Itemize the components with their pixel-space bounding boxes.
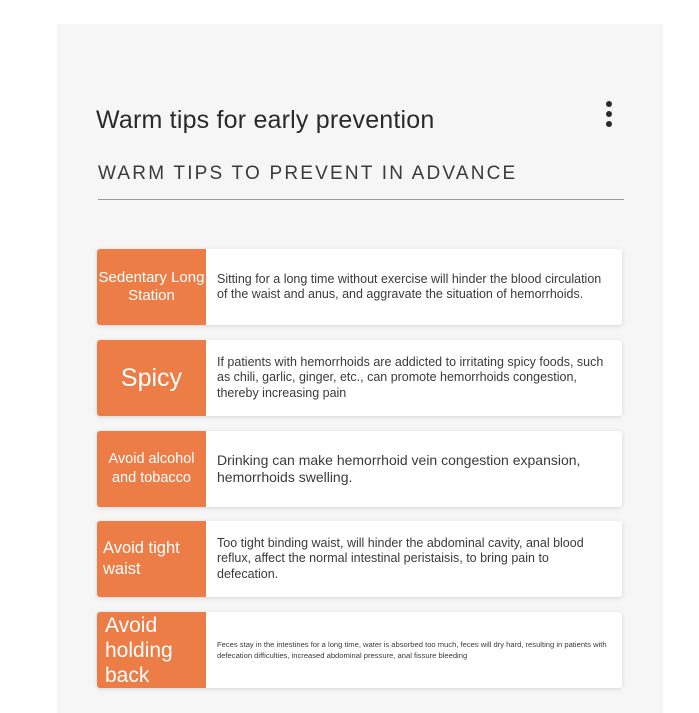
kebab-menu-icon[interactable] (601, 101, 617, 127)
tip-label (97, 431, 206, 507)
page-title: Warm tips for early prevention (96, 106, 435, 134)
tip-description-text: Feces stay in the intestines for a long time, water is absorbed too much, feces will dry hard, resulting in patients with defecation difficulties, increased abdominal pressure, anal fissure bleeding (217, 640, 607, 660)
header-divider (98, 199, 624, 200)
tip-label (97, 249, 206, 325)
tip-card-alcohol-tobacco (97, 431, 622, 507)
tip-description-text: Drinking can make hemorrhoid vein congestion expansion, hemorrhoids swelling. (217, 452, 581, 485)
tip-card-sedentary (97, 249, 622, 325)
menu-dot (606, 121, 612, 127)
tip-description-text: If patients with hemorrhoids are addicted to irritating spicy foods, such as chili, garlic, ginger, etc., can promote hemorrhoids congestion, thereby increasing pain (217, 354, 604, 400)
menu-dot (606, 101, 612, 107)
tip-label-text: Spicy (120, 363, 183, 392)
tip-description-text: Sitting for a long time without exercise will hinder the blood circulation of the waist and anus, and aggravate the situation of hemorrhoids. (217, 271, 602, 301)
tip-label (97, 521, 206, 597)
tip-label (97, 340, 206, 416)
tip-label-text: Avoid alcohol and tobacco (108, 451, 195, 486)
tip-label-text: Sedentary Long Station (98, 269, 205, 304)
tip-description (206, 340, 622, 416)
tip-description-text: Too tight binding waist, will hinder the abdominal cavity, anal blood reflux, affect the normal intestinal peristaisis, to bring pain to defecation. (217, 535, 584, 581)
tip-card-spicy (97, 340, 622, 416)
tip-description (206, 612, 622, 688)
menu-dot (606, 111, 612, 117)
tip-description (206, 521, 622, 597)
page-subtitle: WARM TIPS TO PREVENT IN ADVANCE (98, 163, 518, 184)
tip-label-text: Avoid holding back (105, 613, 173, 687)
tip-label (97, 612, 206, 688)
tip-card-tight-waist (97, 521, 622, 597)
tip-label-text: Avoid tight waist (103, 539, 180, 578)
tip-description (206, 431, 622, 507)
tip-card-holding-back (97, 612, 622, 688)
tip-description (206, 249, 622, 325)
